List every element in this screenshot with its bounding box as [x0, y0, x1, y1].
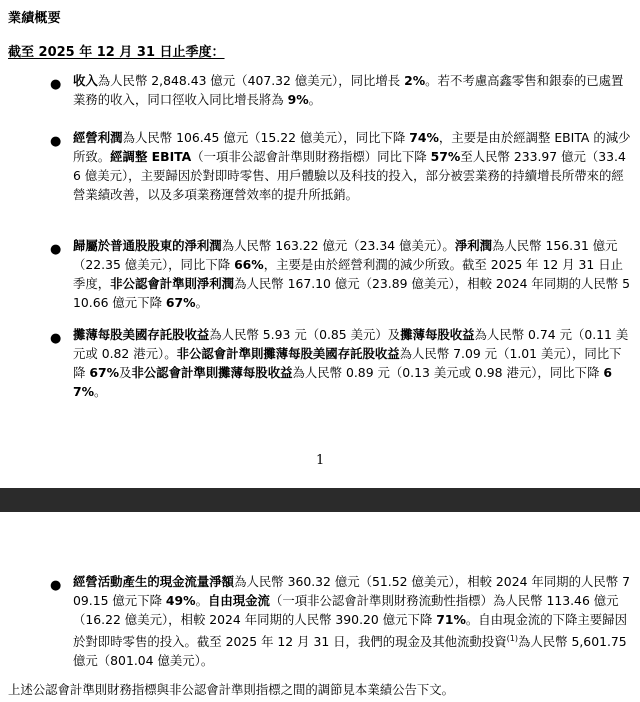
free-cash-flow-text: （一項非公認會計準則財務流動性指標）為人民幣 113.46 億元（16.22 億美元），相較 2024 年同期的人民幣 390.20 億元下降	[73, 593, 619, 627]
reconciliation-note: 上述公認會計準則財務指標與非公認會計準則指標之間的調節見本業績公告下文。	[8, 682, 455, 697]
bullet-dot: ●	[50, 331, 62, 346]
diluted-eps-label: 攤薄每股收益	[400, 327, 475, 342]
revenue-text: 為人民幣 2,848.43 億元（407.32 億美元），同比增長	[97, 73, 405, 88]
net-income-attributable-label: 歸屬於普通股股東的淨利潤	[73, 238, 222, 253]
operating-income-change: 74%	[409, 130, 439, 145]
free-cash-flow-label: 自由現金流	[207, 593, 270, 608]
operating-cash-flow-change: 49%	[165, 593, 196, 608]
free-cash-flow-change: 71%	[436, 612, 466, 627]
eps-conjunction: 及	[119, 365, 132, 380]
footnote-marker: (1)	[506, 634, 518, 643]
adjusted-ebita-change: 57%	[430, 149, 461, 164]
non-gaap-net-income-label: 非公認會計準則淨利潤	[110, 276, 235, 291]
bullet-dot: ●	[50, 134, 62, 149]
non-gaap-diluted-ads-earnings-text: 為人民幣 7.09 元（1.01 美元），同比下降	[73, 346, 622, 380]
net-income-text-2: ，主要是由於經營利潤的減少所致。截至 2025 年 12 月 31 日止季度，	[73, 257, 624, 291]
non-gaap-net-income-change: 67%	[165, 295, 196, 310]
cash-investments-text: 為人民幣 5,601.75 億元（801.04 億美元）。	[73, 634, 627, 669]
non-gaap-net-income-text: 為人民幣 167.10 億元（23.89 億美元），相較 2024 年同期的人民幣 510.66 億元下降	[73, 276, 630, 310]
non-gaap-eps-change: 67%	[73, 365, 612, 399]
diluted-ads-earnings-text: 為人民幣 5.93 元（0.85 美元）及	[209, 327, 401, 342]
page-number: 1	[316, 453, 325, 468]
cash-flow-text-2: 。	[195, 593, 208, 608]
diluted-ads-earnings-label: 攤薄每股美國存託股收益	[73, 327, 210, 342]
revenue-text-2: 。若不考慮高鑫零售和銀泰的已處置業務的收入，同口徑收入同比增長將為	[73, 73, 624, 107]
net-income-attributable-text: 為人民幣 163.22 億元（23.34 億美元）。	[221, 238, 455, 253]
revenue-like-for-like-growth: 9%	[287, 92, 309, 107]
page-divider	[0, 488, 640, 512]
revenue-paragraph	[73, 71, 633, 109]
operating-income-text-2: ，主要是由於經調整 EBITA 的減少所致。	[73, 130, 631, 164]
period-subheading: 截至 2025 年 12 月 31 日止季度：	[8, 45, 225, 60]
net-income-paragraph	[73, 236, 633, 312]
adjusted-ebita-text-2: 至人民幣 233.97 億元（33.46 億美元），主要歸因於對即時零售、用戶體驗以及科技的投入，部分被雲業務的持續增長所帶來的經營業績改善，以及多項業務運營效率的提升所抵銷。	[73, 149, 626, 202]
bullet-dot: ●	[50, 77, 62, 92]
bullet-dot: ●	[50, 242, 62, 257]
operating-income-text: 為人民幣 106.45 億元（15.22 億美元），同比下降	[122, 130, 410, 145]
diluted-eps-text: 為人民幣 0.74 元（0.11 美元或 0.82 港元）。	[73, 327, 629, 361]
section-heading: 業績概要	[8, 11, 61, 26]
revenue-growth: 2%	[404, 73, 426, 88]
non-gaap-ads-change: 67%	[89, 365, 120, 380]
revenue-text-3: 。	[308, 92, 322, 107]
net-income-text-3: 。	[195, 295, 208, 310]
eps-text-end: 。	[94, 384, 107, 399]
net-income-change: 66%	[234, 257, 264, 272]
non-gaap-diluted-eps-label: 非公認會計準則攤薄每股收益	[131, 365, 293, 380]
operating-cash-flow-label: 經營活動產生的現金流量淨額	[73, 574, 235, 589]
bullet-dot: ●	[50, 578, 62, 593]
non-gaap-diluted-ads-earnings-label: 非公認會計準則攤薄每股美國存託股收益	[176, 346, 400, 361]
non-gaap-diluted-eps-text: 為人民幣 0.89 元（0.13 美元或 0.98 港元），同比下降	[292, 365, 604, 380]
operating-income-paragraph	[73, 128, 633, 204]
operating-income-label: 經營利潤	[73, 130, 123, 145]
net-income-label: 淨利潤	[454, 238, 492, 253]
adjusted-ebita-text: （一項非公認會計準則財務指標）同比下降	[191, 149, 431, 164]
eps-paragraph	[73, 325, 633, 401]
free-cash-flow-text-2: 。自由現金流的下降主要歸因於對即時零售的投入。截至 2025 年 12 月 31 日，我們的現金及其他流動投資	[73, 612, 627, 650]
net-income-text: 為人民幣 156.31 億元（22.35 億美元），同比下降	[73, 238, 618, 272]
operating-cash-flow-text: 為人民幣 360.32 億元（51.52 億美元），相較 2024 年同期的人民幣 709.15 億元下降	[73, 574, 630, 608]
cash-flow-paragraph	[73, 572, 633, 670]
adjusted-ebita-label: 經調整 EBITA	[110, 149, 192, 164]
revenue-label: 收入	[73, 73, 98, 88]
